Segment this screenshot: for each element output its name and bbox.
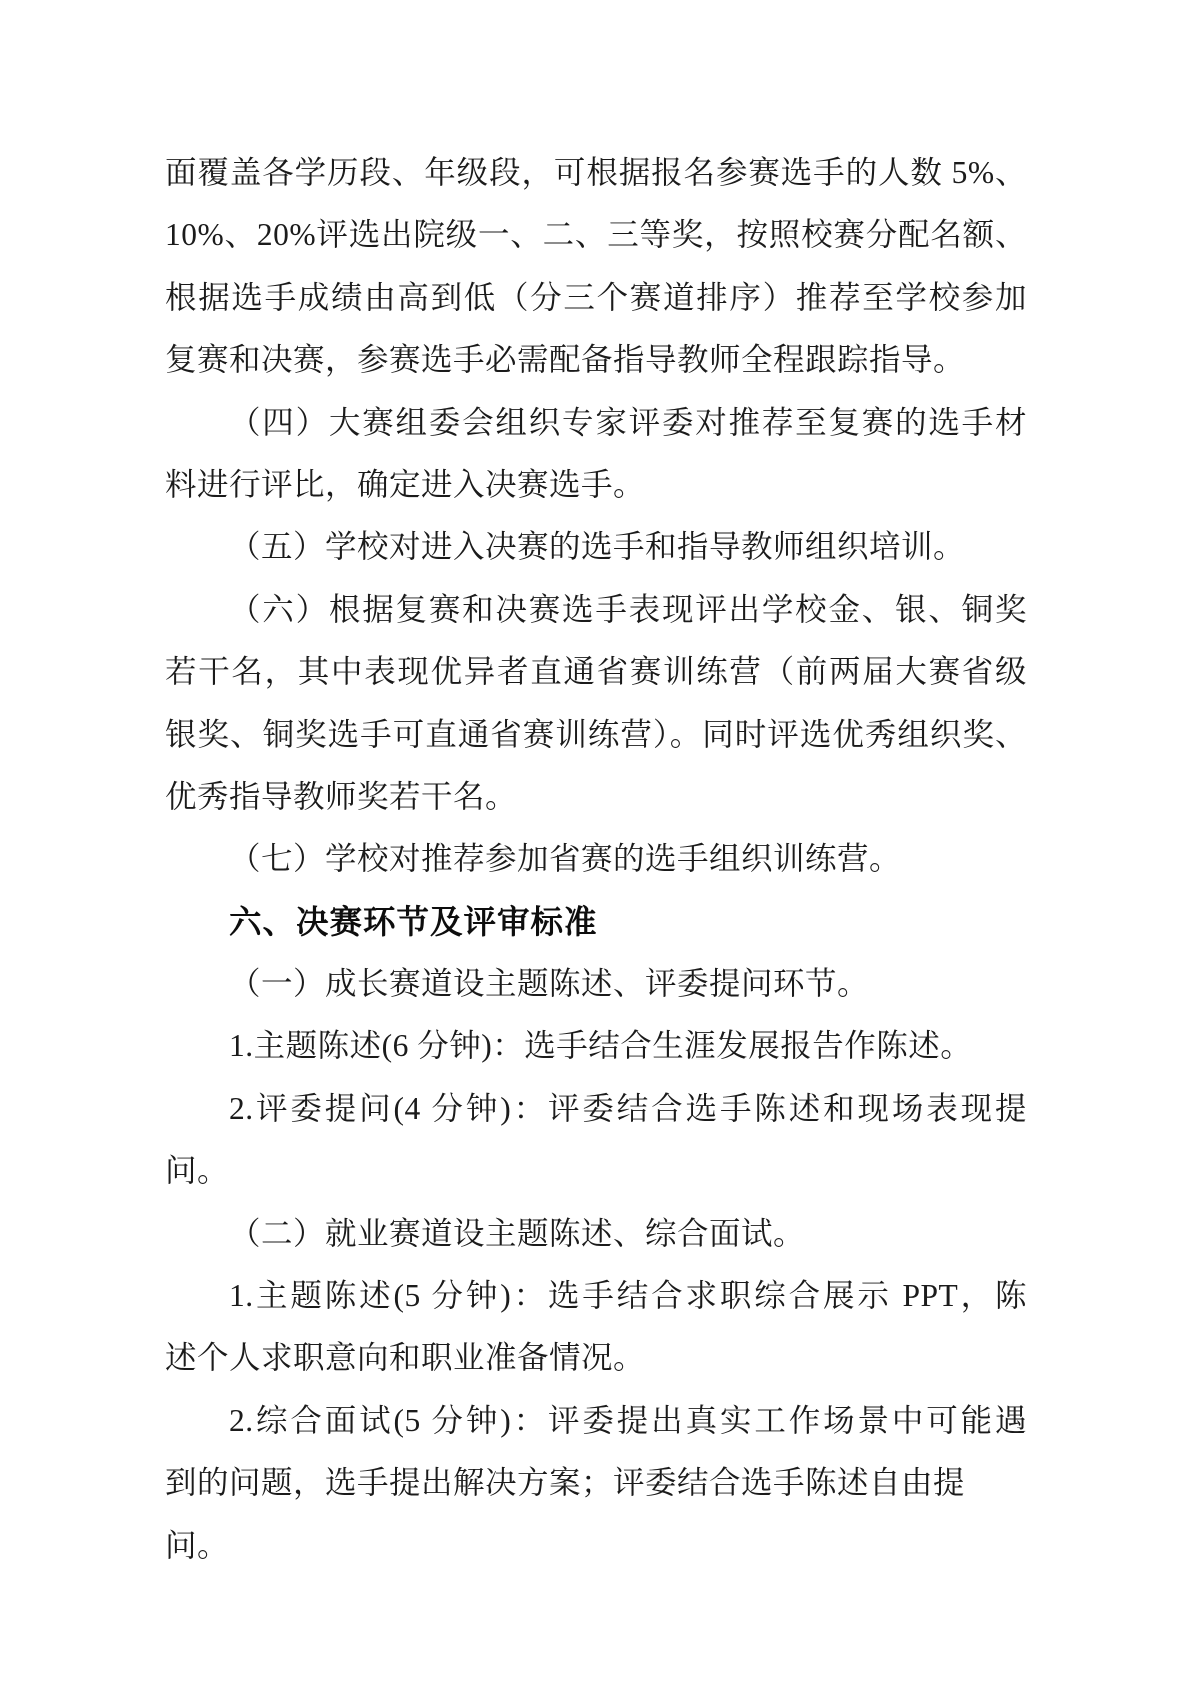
doc-line: 优秀指导教师奖若干名。 [165, 778, 518, 814]
doc-line: （一）成长赛道设主题陈述、评委提问环节。 [229, 966, 870, 1002]
doc-line: 料进行评比，确定进入决赛选手。 [165, 466, 646, 502]
doc-line: 1.主题陈述(5 分钟)：选手结合求职综合展示 PPT，陈 [229, 1278, 1027, 1314]
doc-line: 2.评委提问(4 分钟)：评委结合选手陈述和现场表现提 [229, 1090, 1027, 1126]
doc-line: 银奖、铜奖选手可直通省赛训练营）。同时评选优秀组织奖、 [165, 716, 1027, 752]
doc-line: （二）就业赛道设主题陈述、综合面试。 [229, 1215, 806, 1251]
doc-line: 述个人求职意向和职业准备情况。 [165, 1340, 646, 1376]
doc-line: 10%、20%评选出院级一、二、三等奖，按照校赛分配名额、 [165, 217, 1027, 253]
doc-line: 2.综合面试(5 分钟)：评委提出真实工作场景中可能遇 [229, 1402, 1027, 1438]
doc-line: 复赛和决赛，参赛选手必需配备指导教师全程跟踪指导。 [165, 342, 966, 378]
section-heading: 六、决赛环节及评审标准 [229, 903, 598, 940]
doc-line: （四）大赛组委会组织专家评委对推荐至复赛的选手材 [229, 404, 1027, 440]
doc-line: （五）学校对进入决赛的选手和指导教师组织培训。 [229, 529, 966, 565]
text-block [165, 142, 1027, 1563]
doc-line: （六）根据复赛和决赛选手表现评出学校金、银、铜奖 [229, 591, 1027, 627]
doc-line: （七）学校对推荐参加省赛的选手组织训练营。 [229, 841, 902, 877]
doc-line: 根据选手成绩由高到低（分三个赛道排序）推荐至学校参加 [165, 279, 1027, 315]
doc-line: 问。 [165, 1153, 230, 1189]
doc-line: 到的问题，选手提出解决方案；评委结合选手陈述自由提问。 [165, 1465, 966, 1563]
doc-line: 面覆盖各学历段、年级段，可根据报名参赛选手的人数 5%、 [165, 155, 1027, 190]
doc-line: 1.主题陈述(6 分钟)：选手结合生涯发展报告作陈述。 [229, 1028, 973, 1064]
doc-line: 若干名，其中表现优异者直通省赛训练营（前两届大赛省级 [165, 654, 1027, 690]
